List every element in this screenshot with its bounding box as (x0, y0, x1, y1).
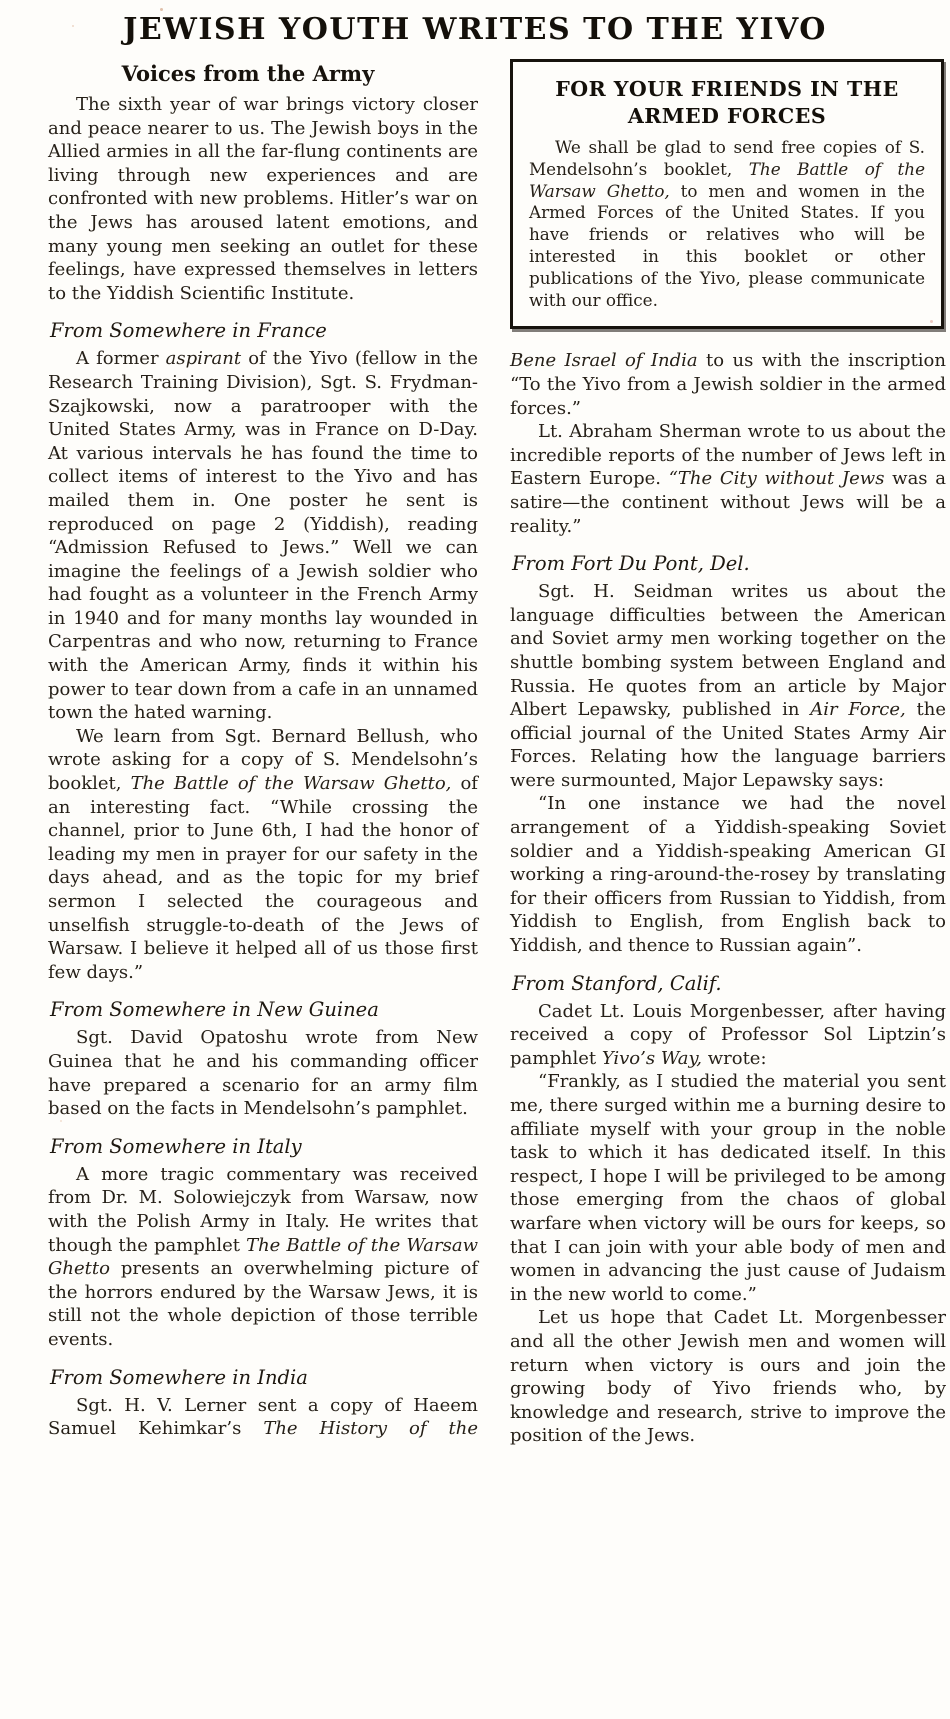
section-heading-stanford: From Stanford, Calif. (512, 971, 722, 995)
section-heading-france: From Somewhere in France (50, 319, 327, 343)
paragraph-fort-du-pont-1: Sgt. H. Seidman writes us about the language difficulties between the American and Soviet army men working together on the shuttle bombing system between England and Russia. He quotes from an article by Major Albert Lepawsky, published in Air Force, the official journal of the United States Army Air Forces. Relating how the language barriers were surmounted, Major Lepawsky says: (510, 581, 947, 791)
paragraph-stanford-3: Let us hope that Cadet Lt. Morgenbesser and all the other Jewish men and women will return when victory is ours and join the growing body of Yivo friends who, by knowledge and research, strive to improve the position of the Jews. (510, 1307, 946, 1447)
section-heading-fort-du-pont: From Fort Du Pont, Del. (512, 552, 750, 576)
right-column (510, 51, 946, 1448)
notice-box-title: FOR YOUR FRIENDS IN THE ARMED FORCES (555, 77, 899, 128)
left-column-heading: Voices from the Army (121, 61, 375, 86)
paragraph-new-guinea: Sgt. David Opatoshu wrote from New Guinea that he and his commanding officer have prepared a scenario for an army film based on the facts in Mendelsohn’s pamphlet. (48, 1027, 478, 1120)
page-title: JEWISH YOUTH WRITES TO THE YIVO (123, 12, 827, 47)
two-column-layout (0, 47, 950, 1448)
paragraph-india-continuation: Bene Israel of India to us with the inscription “To the Yivo from a Jewish soldier in the armed forces.” (510, 350, 946, 419)
section-heading-new-guinea: From Somewhere in New Guinea (50, 998, 379, 1022)
paragraph-intro: The sixth year of war brings victory closer and peace nearer to us. The Jewish boys in the Allied armies in all the far-flung continents are living through new experiences and are confronted with new problems. Hitler’s war on the Jews has aroused latent emotions, and many young men seeking an outlet for these feelings, have expressed themselves in letters to the Yiddish Scientific Institute. (48, 94, 478, 304)
left-column (48, 51, 478, 1441)
paragraph-france-2: We learn from Sgt. Bernard Bellush, who wrote asking for a copy of S. Mendelsohn’s booklet, The Battle of the Warsaw Ghetto, of an interesting fact. “While crossing the channel, prior to June 6th, I had the honor of leading my men in prayer for our safety in the days ahead, and as the topic for my brief sermon I selected the courageous and unselfish struggle-to-death of the Jews of Warsaw. I believe it helped all of us those first few days.” (48, 725, 478, 983)
paragraph-italy: A more tragic commentary was received from Dr. M. Solowiejczyk from Warsaw, now with the Polish Army in Italy. He writes that though the pamphlet The Battle of the Warsaw Ghetto presents an overwhelming picture of the horrors endured by the Warsaw Jews, it is still not the whole depiction of those terrible events. (48, 1163, 478, 1350)
paragraph-india: Sgt. H. V. Lerner sent a copy of Haeem Samuel Kehimkar’s The History of the (48, 1394, 478, 1440)
paragraph-sherman: Lt. Abraham Sherman wrote to us about the incredible reports of the number of Jews left in Eastern Europe. “The City without Jews was a satire—the continent without Jews will be a reality.” (510, 421, 946, 537)
paragraph-fort-du-pont-2: “In one instance we had the novel arrangement of a Yiddish-speaking Soviet soldier and a Yiddish-speaking American GI working a ring-around-the-rosey by translating for their officers from Russian to Yiddish, from Yiddish to English, from English back to Yiddish, and thence to Russian again”. (510, 793, 946, 957)
notice-box-body: We shall be glad to send free copies of S. Mendelsohn’s booklet, The Battle of the Warsaw Ghetto, to men and women in the Armed Forces of the United States. If you have friends or relatives who will be interested in this booklet or other publications of the Yivo, please communicate with our office. (529, 137, 925, 310)
armed-forces-notice-box (510, 59, 944, 329)
section-heading-italy: From Somewhere in Italy (50, 1134, 302, 1158)
section-heading-india: From Somewhere in India (50, 1365, 308, 1389)
paragraph-stanford-1: Cadet Lt. Louis Morgenbesser, after having received a copy of Professor Sol Liptzin’s pamphlet Yivo’s Way, wrote: (510, 1000, 946, 1069)
paragraph-france-1: A former aspirant of the Yivo (fellow in the Research Training Division), Sgt. S. Frydman-Szajkowski, now a paratrooper with the United States Army, was in France on D-Day. At various intervals he has found the time to collect items of interest to the Yivo and has mailed them in. One poster he sent is reproduced on page 2 (Yiddish), reading “Admission Refused to Jews.” Well we can imagine the feelings of a Jewish soldier who had fought as a volunteer in the French Army in 1940 and for many months lay wounded in Carpentras and who now, returning to France with the American Army, finds it within his power to tear down from a cafe in an unnamed town the hated warning. (48, 348, 478, 724)
paragraph-stanford-2: “Frankly, as I studied the material you sent me, there surged within me a burning desire to affiliate myself with your group in the noble task to which it has dedicated itself. In this respect, I hope I will be privileged to be among those emerging from the chaos of global warfare when victory will be ours for keeps, so that I can join with your able body of men and women in advancing the just cause of Judaism in the new world to come.” (510, 1071, 946, 1305)
